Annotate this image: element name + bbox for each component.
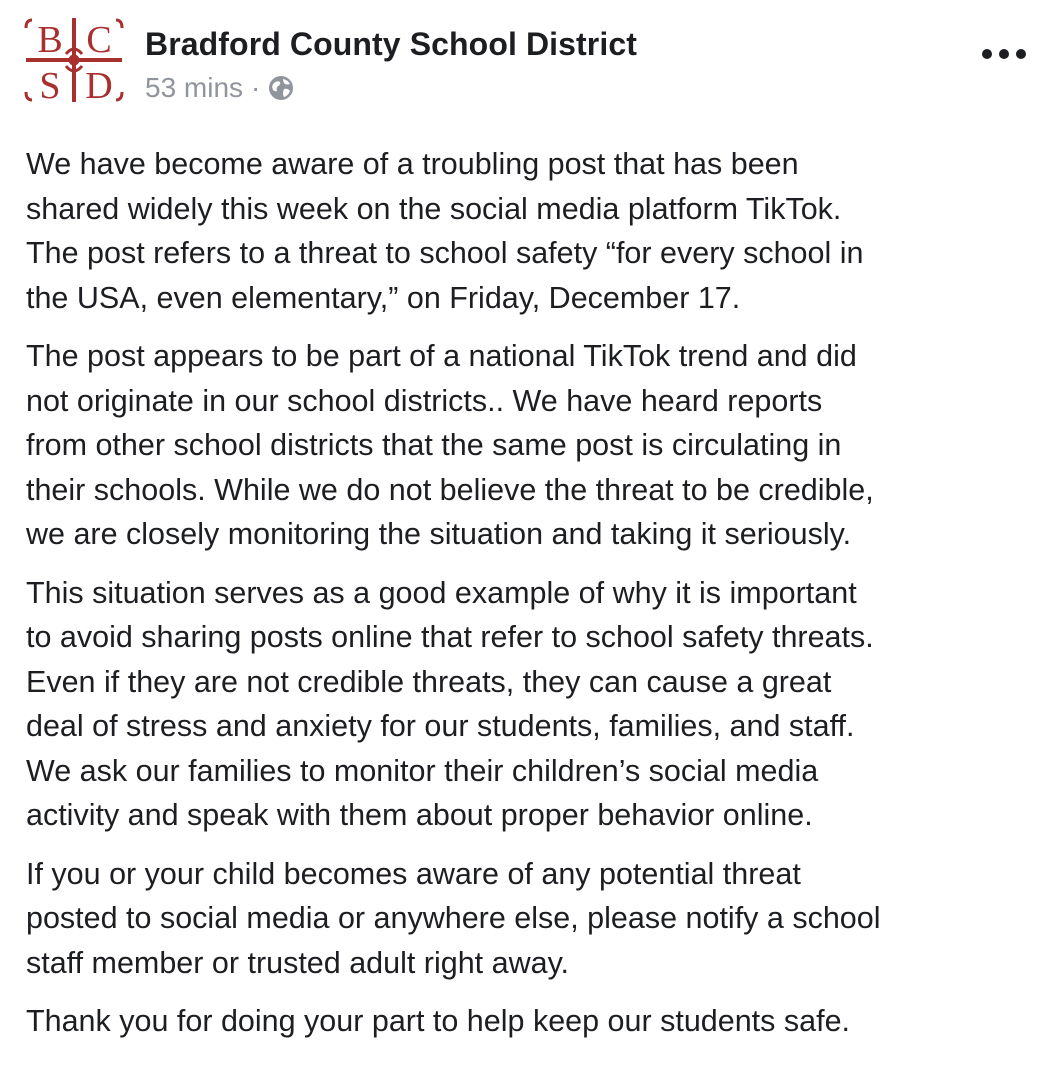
text-line: We ask our families to monitor their children’s social media: [26, 753, 819, 788]
page-name-link[interactable]: Bradford County School District: [145, 26, 638, 62]
post-meta: [145, 70, 294, 106]
text-line: not originate in our school districts.. We have heard reports: [26, 383, 823, 418]
post-paragraph-1: [26, 142, 1041, 320]
text-line: shared widely this week on the social media platform TikTok.: [26, 191, 842, 226]
text-line: posted to social media or anywhere else, please notify a school: [26, 901, 881, 935]
text-line: The post appears to be part of a national TikTok trend and did: [26, 339, 857, 373]
text-line: Thank you for doing your part to help keep our students safe.: [26, 1004, 851, 1038]
text-line: If you or your child becomes aware of any potential threat: [26, 856, 801, 891]
logo-letter-s: S: [39, 65, 61, 106]
logo-letter-c: C: [86, 19, 112, 61]
post-paragraph-2: [26, 334, 1041, 557]
post-paragraph-4: [26, 852, 1041, 986]
text-line: we are closely monitoring the situation and taking it seriously.: [26, 517, 852, 551]
text-line: This situation serves as a good example of why it is important: [26, 575, 857, 610]
post-paragraph-3: [26, 571, 1041, 838]
text-line: We have become aware of a troubling post that has been: [26, 147, 799, 181]
post-message: [26, 142, 1041, 1058]
more-options-button[interactable]: [976, 36, 1032, 72]
text-line: deal of stress and anxiety for our students, families, and staff.: [26, 709, 855, 743]
meta-separator: ·: [251, 72, 261, 103]
post-header: [0, 0, 1056, 130]
text-line: The post refers to a threat to school safety “for every school in: [26, 236, 864, 270]
text-line: activity and speak with them about proper behavior online.: [26, 798, 813, 832]
post-paragraph-5: [26, 999, 1041, 1044]
logo-letter-d: D: [85, 65, 113, 106]
text-line: their schools. While we do not believe the threat to be credible,: [26, 472, 874, 507]
text-line: staff member or trusted adult right away.: [26, 945, 570, 980]
more-dots-icon: [981, 48, 1027, 60]
bcsd-logo[interactable]: [22, 14, 126, 106]
post-timestamp[interactable]: 53 mins: [145, 72, 244, 103]
text-line: to avoid sharing posts online that refer to school safety threats.: [26, 620, 874, 654]
text-line: from other school districts that the same post is circulating in: [26, 428, 842, 462]
text-line: the USA, even elementary,” on Friday, December 17.: [26, 280, 741, 315]
text-line: Even if they are not credible threats, they can cause a great: [26, 664, 832, 699]
globe-icon[interactable]: [268, 75, 294, 101]
logo-letter-b: B: [37, 19, 63, 61]
